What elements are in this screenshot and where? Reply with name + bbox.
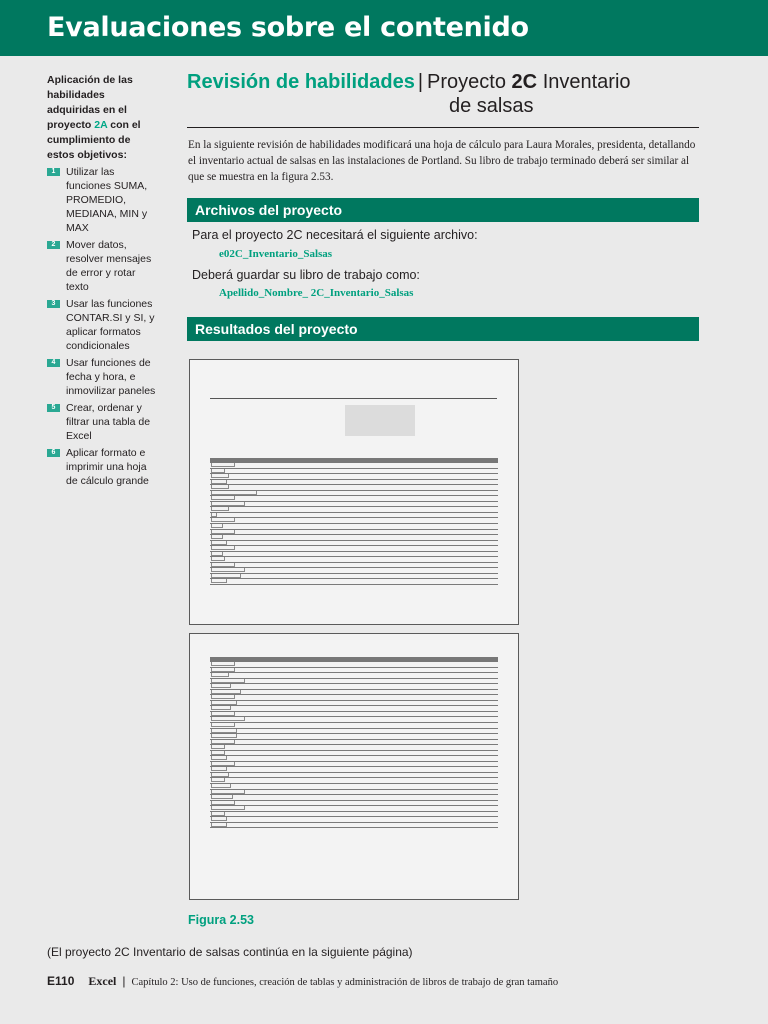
thumbnail-cell bbox=[211, 695, 235, 699]
footer-book-title: Excel bbox=[88, 974, 117, 988]
intro-paragraph: En la siguiente revisión de habilidades modificará una hoja de cálculo para Laura Morales, presidenta, detallando el inventario actual de salsas en las instalaciones de Portland. Su libro de trabajo terminado deberá ser similar al que se muestra en la figura 2.53. bbox=[188, 139, 696, 183]
thumbnail-cell bbox=[211, 734, 237, 738]
thumbnail-cell bbox=[211, 463, 235, 467]
section-heading bbox=[187, 70, 699, 120]
thumbnail-cell bbox=[211, 668, 235, 672]
intro-text-before: Aplicación de las habilidades adquiridas en el proyecto bbox=[47, 74, 133, 131]
thumbnail-cell bbox=[211, 778, 225, 782]
thumbnail-cell bbox=[211, 740, 235, 744]
intro-text-after: con el cumplimiento de estos objetivos: bbox=[47, 119, 141, 161]
thumbnail-cell bbox=[211, 496, 235, 500]
objective-item bbox=[47, 165, 159, 235]
objective-item bbox=[47, 356, 159, 398]
thumbnail-cell bbox=[211, 795, 233, 799]
header-banner bbox=[0, 0, 768, 56]
objective-number-badge: 2 bbox=[47, 241, 60, 249]
objective-number-badge: 6 bbox=[47, 449, 60, 457]
thumbnail-title-rule bbox=[210, 398, 497, 399]
objective-text: Usar las funciones CONTAR.SI y SI, y aplicar formatos condicionales bbox=[66, 298, 155, 352]
files-section-header: Archivos del proyecto bbox=[187, 198, 699, 222]
worksheet-thumbnail-page-2 bbox=[189, 633, 519, 900]
thumbnail-cell bbox=[211, 679, 245, 683]
thumbnail-cell bbox=[211, 690, 241, 694]
thumbnail-table-rows bbox=[210, 662, 498, 828]
thumbnail-cell bbox=[211, 469, 225, 473]
objective-text: Utilizar las funciones SUMA, PROMEDIO, MEDIANA, MIN y MAX bbox=[66, 166, 148, 234]
thumbnail-cell bbox=[211, 706, 231, 710]
thumbnail-cell bbox=[211, 684, 231, 688]
thumbnail-cell bbox=[211, 541, 227, 545]
results-section-header: Resultados del proyecto bbox=[187, 317, 699, 341]
thumbnail-cell bbox=[211, 745, 225, 749]
thumbnail-cell bbox=[211, 524, 223, 528]
page-title: Evaluaciones sobre el contenido bbox=[47, 12, 529, 43]
heading-project-name-line2: de salsas bbox=[449, 95, 534, 117]
thumbnail-cell bbox=[211, 480, 227, 484]
heading-rule bbox=[187, 127, 699, 128]
thumbnail-cell bbox=[211, 535, 223, 539]
objectives-intro bbox=[47, 73, 159, 163]
thumbnail-cell bbox=[211, 767, 227, 771]
objectives-sidebar bbox=[47, 73, 159, 491]
thumbnail-cell bbox=[211, 701, 237, 705]
source-file-name: e02C_Inventario_Salsas bbox=[219, 248, 333, 260]
heading-separator: | bbox=[417, 71, 424, 93]
thumbnail-cell bbox=[211, 662, 235, 666]
thumbnail-cell bbox=[211, 801, 235, 805]
heading-title: Revisión de habilidades bbox=[187, 71, 415, 93]
thumbnail-cell bbox=[211, 507, 229, 511]
thumbnail-cell bbox=[211, 756, 227, 760]
page-footer bbox=[47, 974, 558, 989]
thumbnail-cell bbox=[211, 530, 235, 534]
objective-number-badge: 5 bbox=[47, 404, 60, 412]
thumbnail-cell bbox=[211, 806, 245, 810]
thumbnail-cell bbox=[211, 485, 229, 489]
thumbnail-cell bbox=[211, 579, 227, 583]
objective-text: Crear, ordenar y filtrar una tabla de Excel bbox=[66, 402, 151, 442]
thumbnail-cell bbox=[211, 790, 245, 794]
thumbnail-cell bbox=[211, 773, 229, 777]
files-save-text: Deberá guardar su libro de trabajo como: bbox=[192, 268, 420, 282]
thumbnail-cell bbox=[211, 784, 231, 788]
objective-item bbox=[47, 446, 159, 488]
objective-item bbox=[47, 238, 159, 294]
thumbnail-cell bbox=[211, 817, 227, 821]
figure-caption: Figura 2.53 bbox=[188, 913, 254, 927]
thumbnail-row bbox=[210, 823, 498, 829]
thumbnail-cell bbox=[211, 673, 229, 677]
files-need-text: Para el proyecto 2C necesitará el siguiente archivo: bbox=[192, 228, 478, 242]
thumbnail-cell bbox=[211, 546, 235, 550]
thumbnail-cell bbox=[211, 723, 235, 727]
objective-item bbox=[47, 297, 159, 353]
footer-separator: | bbox=[122, 974, 126, 988]
thumbnail-cell bbox=[211, 712, 235, 716]
footer-page-number: E110 bbox=[47, 974, 75, 988]
thumbnail-cell bbox=[211, 717, 245, 721]
thumbnail-cell bbox=[211, 513, 217, 517]
main-content bbox=[187, 70, 699, 120]
heading-project-name: Inventario bbox=[542, 71, 631, 93]
thumbnail-cell bbox=[211, 563, 235, 567]
objective-text: Mover datos, resolver mensajes de error y rotar texto bbox=[66, 239, 152, 293]
thumbnail-cell bbox=[211, 568, 245, 572]
objective-number-badge: 3 bbox=[47, 300, 60, 308]
objective-item bbox=[47, 401, 159, 443]
thumbnail-cell bbox=[211, 474, 229, 478]
objective-number-badge: 4 bbox=[47, 359, 60, 367]
thumbnail-image-placeholder bbox=[345, 405, 415, 436]
heading-project-word: Proyecto bbox=[427, 71, 506, 93]
objective-number-badge: 1 bbox=[47, 168, 60, 176]
thumbnail-cell bbox=[211, 574, 241, 578]
heading-project-code: 2C bbox=[511, 71, 538, 93]
thumbnail-cell bbox=[211, 762, 235, 766]
thumbnail-cell bbox=[211, 557, 225, 561]
objective-text: Usar funciones de fecha y hora, e inmovilizar paneles bbox=[66, 357, 156, 397]
thumbnail-cell bbox=[211, 518, 235, 522]
footer-chapter: Capítulo 2: Uso de funciones, creación de tablas y administración de libros de trabajo de gran tamaño bbox=[131, 977, 559, 988]
thumbnail-cell bbox=[211, 751, 225, 755]
thumbnail-cell bbox=[211, 502, 245, 506]
objective-text: Aplicar formato e imprimir una hoja de cálculo grande bbox=[66, 447, 149, 487]
thumbnail-cell bbox=[211, 823, 227, 827]
intro-project-code: 2A bbox=[94, 119, 108, 131]
thumbnail-cell bbox=[211, 491, 257, 495]
thumbnail-cell bbox=[211, 812, 225, 816]
save-file-name: Apellido_Nombre_ 2C_Inventario_Salsas bbox=[219, 287, 414, 299]
thumbnail-table-rows bbox=[210, 463, 498, 585]
continuation-note: (El proyecto 2C Inventario de salsas continúa en la siguiente página) bbox=[47, 945, 413, 959]
thumbnail-cell bbox=[211, 729, 237, 733]
thumbnail-cell bbox=[211, 552, 223, 556]
thumbnail-row bbox=[210, 579, 498, 585]
worksheet-thumbnail-page-1 bbox=[189, 359, 519, 625]
